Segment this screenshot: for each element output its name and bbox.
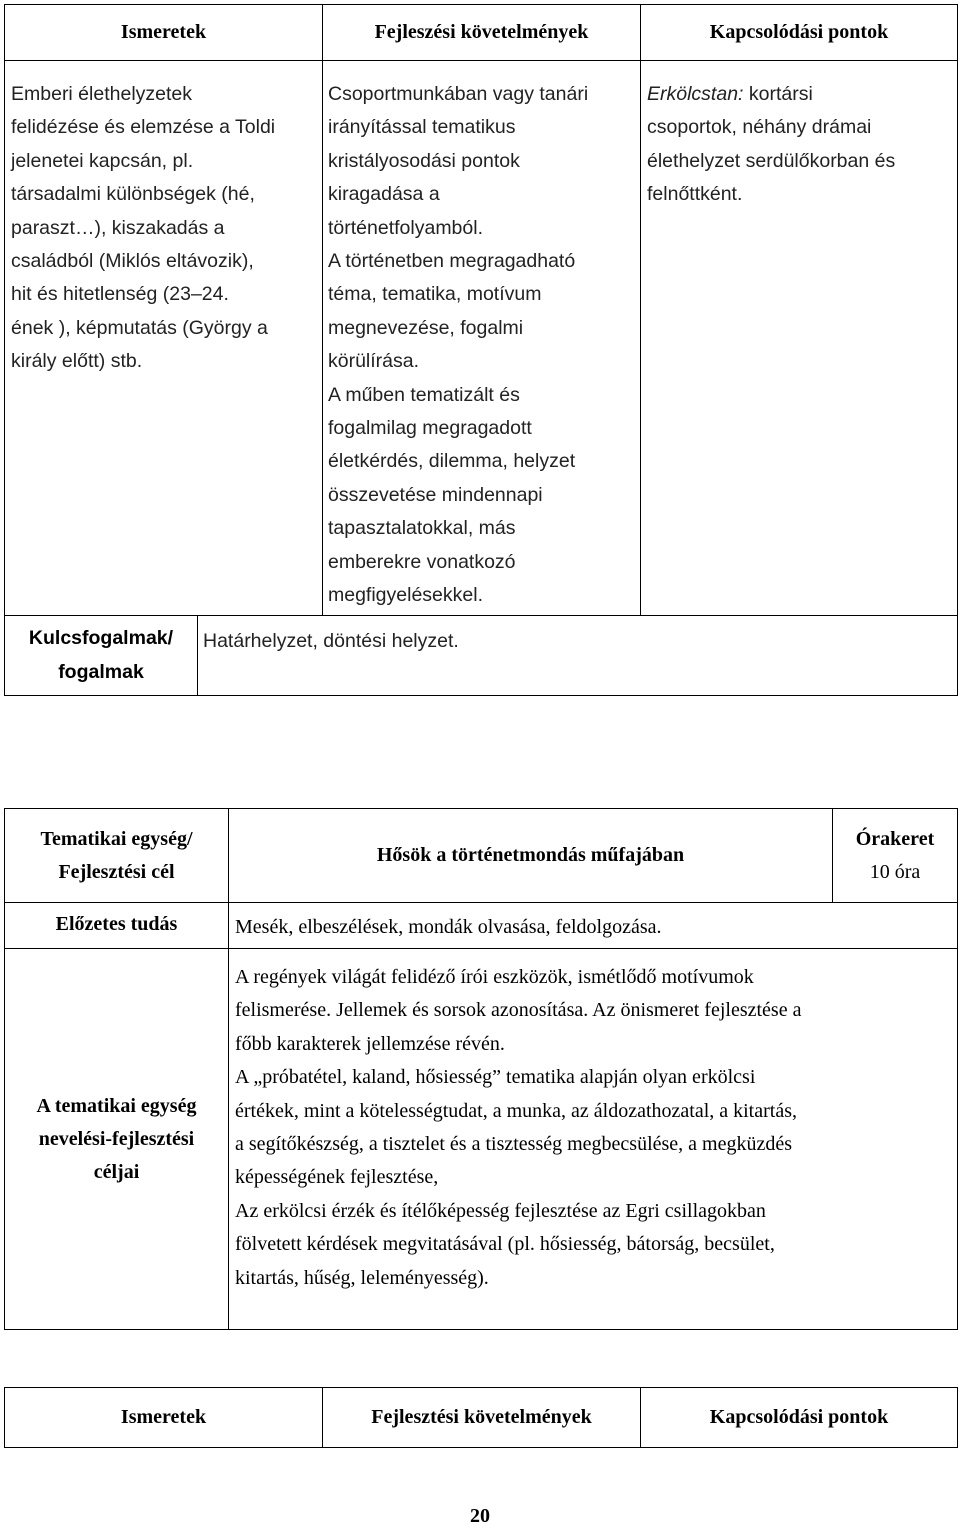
goals-line: felismerése. Jellemek és sorsok azonosítása. Az önismeret fejlesztése a [235,999,802,1022]
kapcsolodasi-line: felnőttként. [647,183,743,206]
header-fejlesztesi-2: Fejlesztési követelmények [323,1388,641,1448]
fejlesztesi-line: Csoportmunkában vagy tanári [328,83,589,105]
hours-cell [833,809,958,903]
fejlesztesi-line: emberekre vonatkozó [328,550,516,573]
ismeretek-line: hit és hitetlenség (23–24. [11,283,229,306]
hours-value: 10 óra [869,860,921,883]
fejlesztesi-line: megnevezése, fogalmi [328,316,524,339]
kulcs-value-text: Határhelyzet, döntési helyzet. [203,630,459,652]
fejlesztesi-line: A történetben megragadható [328,250,576,273]
kapcsolodasi-first-rest: kortársi [743,83,813,105]
header-fejlesztesi: Fejleszési követelmények [323,5,641,61]
unit-label-line: Fejlesztési cél [58,860,175,883]
ismeretek-line: jelenetei kapcsán, pl. [11,149,194,172]
fejlesztesi-line: történetfolyamból. [328,216,484,239]
unit-title-text: Hősök a történetmondás műfajában [376,844,685,866]
goals-line: A „próbatétel, kaland, hősiesség” tematika alapján olyan erkölcsi [235,1066,756,1089]
fejlesztesi-line: körülírása. [328,350,420,373]
fejlesztesi-line: téma, tematika, motívum [328,283,542,306]
header-kapcsolodasi-2: Kapcsolódási pontok [641,1388,958,1448]
ismeretek-line: paraszt…), kiszakadás a [11,216,225,239]
goals-line: főbb karakterek jellemzése révén. [235,1032,505,1055]
ismeretek-cell [5,61,323,616]
ismeretek-line: Emberi élethelyzetek [11,83,193,105]
goals-line: A regények világát felidéző írói eszközök, ismétlődő motívumok [235,966,754,988]
kapcsolodasi-line [647,78,951,111]
ismeretek-line: ének ), képmutatás (György a [11,316,268,339]
header-ismeretek: Ismeretek [5,5,323,61]
goals-line: fölvetett kérdések megvitatásával (pl. hősiesség, bátorság, becsület, [235,1233,775,1256]
fejlesztesi-line: tapasztalatokkal, más [328,517,516,540]
goals-line: kitartás, hűség, leleményesség). [235,1266,489,1289]
goals-line: értékek, mint a kötelességtudat, a munka, az áldozathozatal, a kitartás, [235,1099,797,1122]
goals-label [5,949,229,1330]
ismeretek-line: társadalmi különbségek (hé, [11,183,255,206]
prior-knowledge-label [5,903,229,949]
kulcs-label-line: fogalmak [58,660,144,683]
prior-value-text: Mesék, elbeszélések, mondák olvasása, feldolgozása. [235,916,662,938]
fejlesztesi-line: megfigyelésekkel. [328,584,483,607]
kapcsolodasi-line: élethelyzet serdülőkorban és [647,149,896,172]
goals-label-line: nevelési-fejlesztési [38,1127,195,1150]
unit-label-line: Tematikai egység/ [40,827,193,850]
kulcs-label-line: Kulcsfogalmak/ [28,627,174,650]
kulcsfogalmak-label [5,616,198,696]
unit-title [229,809,833,903]
unit-table-hosok [4,808,958,1330]
unit-label [5,809,229,903]
kapcsolodasi-cell [641,61,958,616]
fejlesztesi-line: irányítással tematikus [328,116,516,139]
fejlesztesi-line: fogalmilag megragadott [328,417,532,440]
goals-label-line: A tematikai egység [36,1094,197,1117]
goals-line: képességének fejlesztése, [235,1166,439,1189]
fejlesztesi-line: kristályosodási pontok [328,149,520,172]
fejlesztesi-line: A műben tematizált és [328,383,520,406]
goals-value [229,949,958,1330]
content-table-header [4,1387,958,1448]
kulcsfogalmak-value [198,616,958,696]
kapcsolodasi-line: csoportok, néhány drámai [647,116,872,139]
fejlesztesi-line: kiragadása a [328,183,440,206]
page-number: 20 [470,1505,490,1527]
header-kapcsolodasi: Kapcsolódási pontok [641,5,958,61]
goals-label-line: céljai [93,1160,140,1183]
content-table-toldi [4,4,958,696]
subject-erkolcstan: Erkölcstan: [647,83,744,105]
header-ismeretek-2: Ismeretek [5,1388,323,1448]
hours-label: Órakeret [855,827,935,850]
prior-label-text: Előzetes tudás [55,913,178,935]
fejlesztesi-cell [323,61,641,616]
prior-knowledge-value [229,903,958,949]
fejlesztesi-line: életkérdés, dilemma, helyzet [328,450,576,473]
fejlesztesi-line: összevetése mindennapi [328,483,543,506]
ismeretek-line: felidézése és elemzése a Toldi [11,116,276,139]
goals-line: a segítőkészség, a tisztelet és a tisztesség megbecsülése, a megküzdés [235,1133,793,1156]
ismeretek-line: király előtt) stb. [11,350,143,373]
ismeretek-line: családból (Miklós eltávozik), [11,250,254,273]
goals-line: Az erkölcsi érzék és ítélőképesség fejlesztése az Egri csillagokban [235,1199,766,1222]
